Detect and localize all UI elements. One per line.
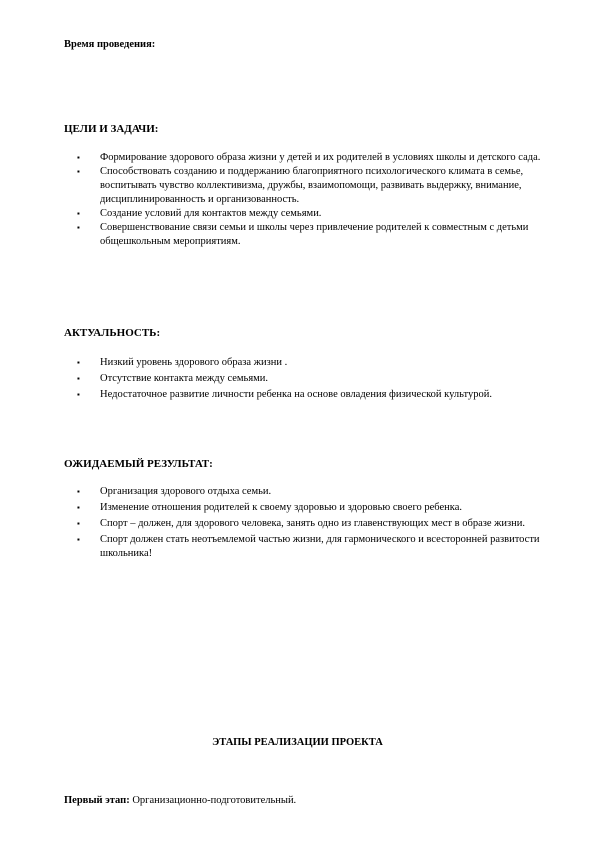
list-item: ▪ Организация здорового отдыха семьи. (77, 486, 272, 497)
bullet-icon: ▪ (77, 487, 80, 496)
list-item: ▪ Формирование здорового образа жизни у детей и их родителей в условиях школы и детского сада. (77, 152, 541, 163)
list-item: ▪ Недостаточное развитие личности ребенка на основе овладения физической культурой. (77, 389, 492, 400)
relevance-list (77, 356, 562, 402)
bullet-icon: ▪ (77, 358, 80, 367)
list-item: ▪ Спорт должен стать неотъемлемой частью жизни, для гармонического и всесторонней развитости школьника! (77, 534, 540, 559)
bullet-icon: ▪ (77, 374, 80, 383)
bullet-icon: ▪ (77, 209, 80, 218)
bullet-icon: ▪ (77, 223, 80, 232)
list-item: ▪ Отсутствие контакта между семьями. (77, 373, 269, 384)
list-item: ▪ Совершенствование связи семьи и школы через привлечение родителей к совместным с детьми общешкольным мероприятиям. (77, 222, 529, 247)
list-item: ▪ Создание условий для контактов между семьями. (77, 208, 322, 219)
list-item: ▪ Спорт – должен, для здорового человека, занять одно из главенствующих мест в образе жизни. (77, 518, 526, 529)
bullet-icon: ▪ (77, 535, 80, 544)
first-stage-value: Организационно-подготовительный. (129, 795, 297, 806)
result-heading: ОЖИДАЕМЫЙ РЕЗУЛЬТАТ: (64, 458, 213, 470)
bullet-icon: ▪ (77, 390, 80, 399)
bullet-icon: ▪ (77, 519, 80, 528)
first-stage (64, 794, 296, 808)
list-item: ▪ Способствовать созданию и поддержанию благоприятного психологического климата в семье, воспитывать чувство коллективизма, дружбы, взаимопомощи, развивать выдержку, внимание, дисциплинированность и организованность. (77, 166, 524, 205)
relevance-heading: АКТУАЛЬНОСТЬ: (64, 327, 161, 339)
bullet-icon: ▪ (77, 503, 80, 512)
list-item: ▪ Низкий уровень здорового образа жизни . (77, 357, 288, 368)
time-label: Время проведения: (64, 39, 156, 50)
result-list (77, 485, 562, 561)
bullet-icon: ▪ (77, 167, 80, 176)
goals-list (77, 151, 562, 249)
bullet-icon: ▪ (77, 153, 80, 162)
list-item: ▪ Изменение отношения родителей к своему здоровью и здоровью своего ребенка. (77, 502, 462, 513)
goals-heading: ЦЕЛИ И ЗАДАЧИ: (64, 123, 159, 135)
stages-title: ЭТАПЫ РЕАЛИЗАЦИИ ПРОЕКТА (212, 737, 383, 748)
first-stage-label: Первый этап: (64, 795, 130, 806)
